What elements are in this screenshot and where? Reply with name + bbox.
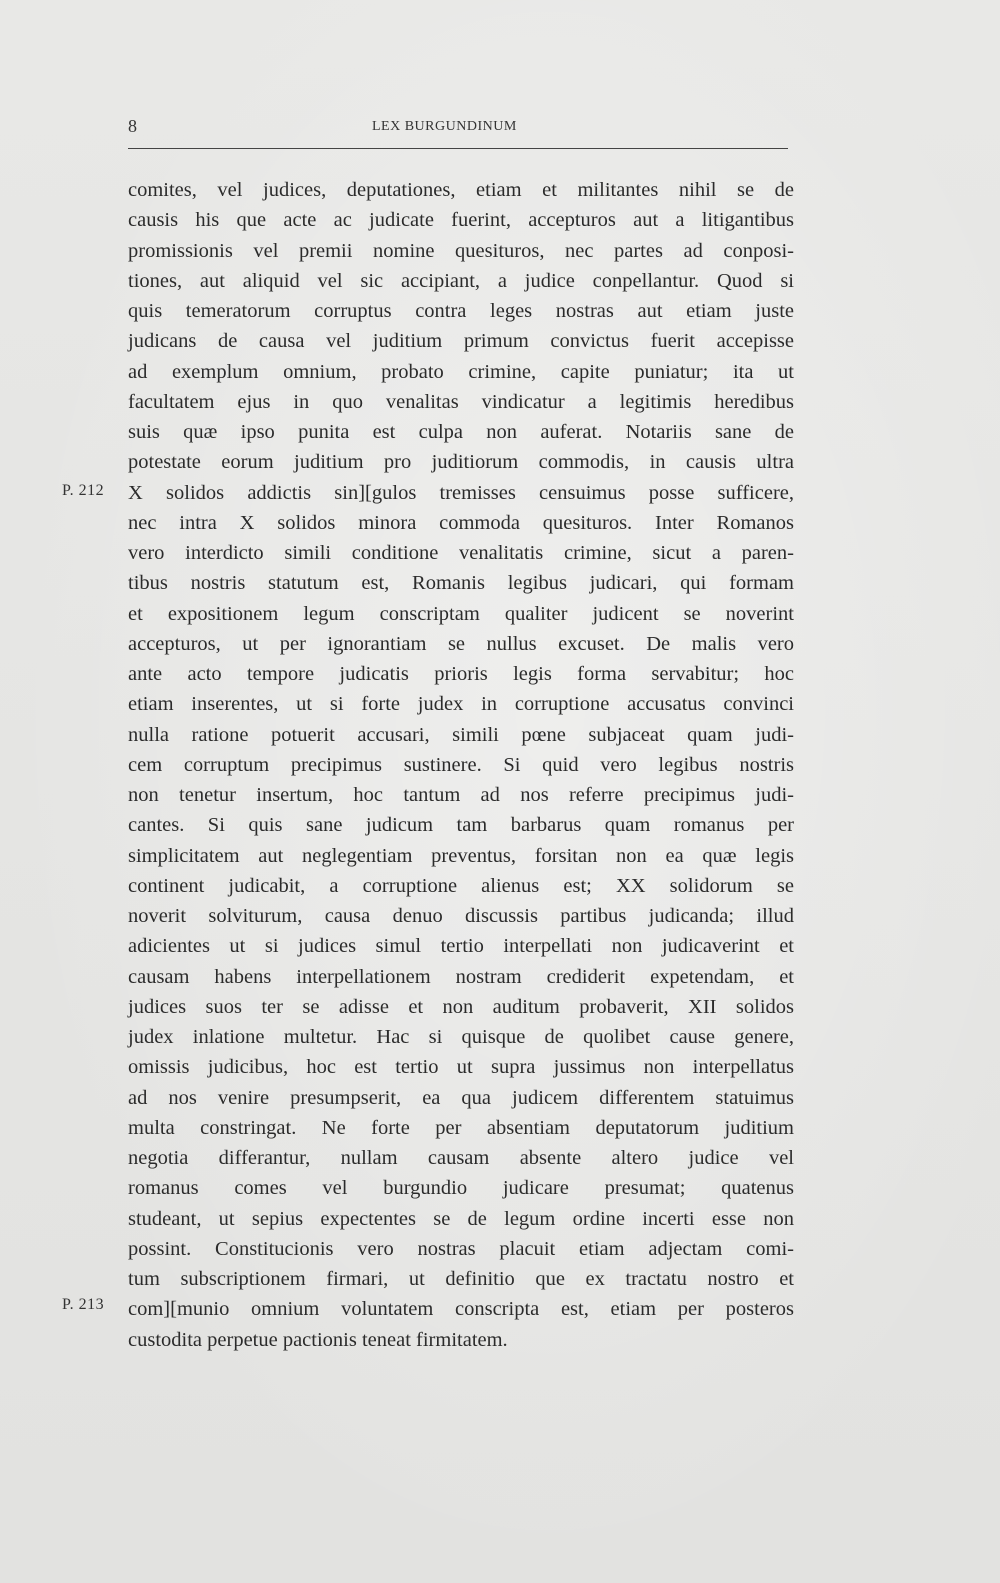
page-header (128, 116, 788, 140)
text-line: continent judicabit, a corruptione alienus est; XX solidorum se (128, 874, 794, 897)
text-line: tum subscriptionem firmari, ut definitio que ex tractatu nostro et (128, 1268, 794, 1290)
text-line: comites, vel judices, deputationes, etiam et militantes nihil se de (128, 179, 794, 201)
text-line: causis his que acte ac judicate fuerint, accepturos aut a litigantibus (128, 209, 794, 232)
text-line: ad nos venire presumpserit, ea qua judicem differentem statuimus (128, 1086, 794, 1109)
text-line: judex inlatione multetur. Hac si quisque de quolibet cause genere, (128, 1026, 794, 1048)
text-line: etiam inserentes, ut si forte judex in corruptione accusatus convinci (128, 693, 794, 716)
text-line-last: custodita perpetue pactionis teneat firmitatem. (128, 1328, 508, 1351)
text-line: potestate eorum juditium pro juditiorum commodis, in causis ultra (128, 451, 794, 474)
margin-note-p212: P. 212 (62, 482, 105, 499)
text-line: promissionis vel premii nomine quesituros, nec partes ad conposi- (128, 239, 794, 262)
text-line: accepturos, ut per ignorantiam se nullus excuset. De malis vero (128, 632, 794, 655)
text-line: ad exemplum omnium, probato crimine, capite puniatur; ita ut (128, 360, 794, 383)
text-line: et expositionem legum conscriptam qualiter judicent se noverint (128, 602, 794, 625)
text-line: omissis judicibus, hoc est tertio ut supra jussimus non interpellatus (128, 1056, 794, 1079)
page-number: 8 (128, 116, 137, 136)
text-line: possint. Constitucionis vero nostras placuit etiam adjectam comi- (128, 1237, 794, 1260)
text-line: judicans de causa vel juditium primum convictus fuerit accepisse (128, 330, 794, 353)
text-line: noverit solviturum, causa denuo discussis partibus judicanda; illud (128, 905, 794, 927)
text-line: tiones, aut aliquid vel sic accipiant, a judice conpellantur. Quod si (128, 269, 794, 292)
text-line: quis temeratorum corruptus contra leges nostras aut etiam juste (128, 300, 794, 322)
body-text (128, 175, 794, 1355)
text-line: cantes. Si quis sane judicum tam barbarus quam romanus per (128, 814, 794, 837)
margin-note-p213: P. 213 (62, 1296, 105, 1313)
text-line: causam habens interpellationem nostram crediderit expetendam, et (128, 965, 794, 988)
text-line: studeant, ut sepius expectentes se de legum ordine incerti esse non (128, 1207, 794, 1230)
text-line: nec intra X solidos minora commoda quesituros. Inter Romanos (128, 511, 794, 534)
text-line: negotia differantur, nullam causam absente altero judice vel (128, 1147, 794, 1169)
text-line: tibus nostris statutum est, Romanis legibus judicari, qui formam (128, 572, 794, 595)
text-line: suis quæ ipso punita est culpa non auferat. Notariis sane de (128, 421, 794, 443)
text-line: nulla ratione potuerit accusari, simili pœne subjaceat quam judi- (128, 723, 794, 746)
header-rule (128, 148, 788, 149)
text-line: vero interdicto simili conditione venalitatis crimine, sicut a paren- (128, 542, 794, 564)
text-line: cem corruptum precipimus sustinere. Si quid vero legibus nostris (128, 753, 794, 776)
text-line: com][munio omnium voluntatem conscripta est, etiam per posteros (128, 1298, 794, 1321)
running-title: LEX BURGUNDINUM (372, 119, 517, 134)
text-line: romanus comes vel burgundio judicare presumat; quatenus (128, 1177, 794, 1200)
text-line: simplicitatem aut neglegentiam preventus, forsitan non ea quæ legis (128, 844, 794, 867)
text-line: X solidos addictis sin][gulos tremisses censuimus posse sufficere, (128, 481, 794, 504)
text-line: facultatem ejus in quo venalitas vindicatur a legitimis heredibus (128, 390, 794, 413)
text-line: judices suos ter se adisse et non auditum probaverit, XII solidos (128, 995, 794, 1018)
text-line: adicientes ut si judices simul tertio interpellati non judicaverint et (128, 935, 794, 958)
text-line: multa constringat. Ne forte per absentiam deputatorum juditium (128, 1116, 794, 1139)
text-line: non tenetur insertum, hoc tantum ad nos referre precipimus judi- (128, 784, 794, 806)
text-line: ante acto tempore judicatis prioris legis forma servabitur; hoc (128, 663, 794, 685)
